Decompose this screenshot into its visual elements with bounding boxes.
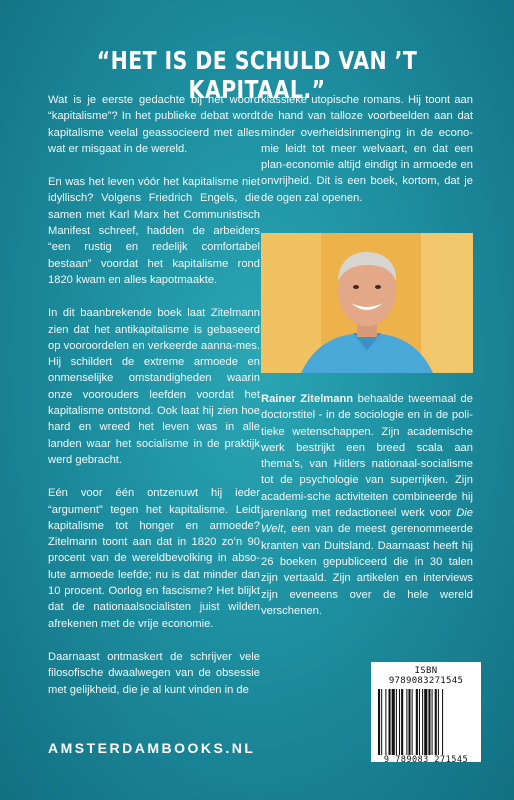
author-portrait-illustration [261,233,473,373]
author-name: Rainer Zitelmann [261,393,354,405]
author-photo [261,233,473,373]
barcode-bars [376,689,476,755]
blurb-paragraph: In dit baanbrekende boek laat Zitelmann zien dat het antikapitalisme is gebaseerd op vooroordelen en verkeerde aanna-mes. Hij schildert de extreme armoede en onmenselijke omstandigheden waarin onze voorouders leefden voordat het kapitalisme ontstond. Ook laat hij zien hoe hard en wreed het leven was in alle landen waar het socialisme in de praktijk werd gebracht. [48,307,260,466]
author-bio [261,391,473,619]
back-cover-headline: “HET IS DE SCHULD VAN ’T KAPITAAL.” [96,46,418,104]
bio-publication: Die Welt [261,507,473,536]
blurb-paragraph: Eén voor één ontzenuwt hij ieder “argument” tegen het kapitalisme. Leidt kapitalisme tot honger en armoede? Zitelmann toont aan dat in 1820 zo’n 90 procent van de wereldbevolking in abso-lute armoede leefde; nu is dat minder dan 10 procent. Oorlog en fascisme? Het blijkt dat de nationaalsocialisten juist wilden afrekenen met de vrije economie. [48,487,260,630]
bio-text: behaalde tweemaal de doctorstitel - in de sociologie en in de poli-tieke wetenschappen. Zijn academische werk bestrijkt een breed scala aan thema’s, van Hitlers nationaal-socialisme tot de psychologie van superrijken. Zijn academi-sche activiteiten combineerde hij jarenlang met redactioneel werk voor [261,393,473,520]
blurb-paragraph: klassieke utopische romans. Hij toont aan de hand van talloze voorbeelden aan dat minder overheidsinmenging in de econo-mie leidt tot meer welvaart, en dat een plan-economie altijd eindigt in armoede en onvrijheid. Dit is een boek, kortom, dat je de ogen zal openen. [261,94,473,204]
bio-text: , een van de meest gerenommeerde kranten van Duitsland. Daarnaast heeft hij 26 boeken gepubliceerd die in 30 talen zijn vertaald. Zijn artikelen en interviews zijn eveneens over de hele wereld verschenen. [261,523,473,617]
blurb-paragraph: Wat is je eerste gedachte bij het woord “kapitalisme”? In het publieke debat wordt kapitalisme veelal geassocieerd met alles wat er misgaat in de wereld. [48,94,260,155]
isbn-barcode [371,662,481,765]
isbn-digits: 9 789083 271545 [383,755,469,765]
isbn-label: ISBN 9789083271545 [388,666,464,686]
blurb-left-column [48,92,260,698]
blurb-paragraph: Daarnaast ontmaskert de schrijver vele filosofische dwaalwegen van de obsessie met gelijkheid, die je al kunt vinden in de [48,650,260,696]
publisher-url: AMSTERDAMBOOKS.NL [48,740,256,756]
blurb-paragraph: En was het leven vóór het kapitalisme niet idyllisch? Volgens Friedrich Engels, die samen met Karl Marx het Communistisch Manifest schreef, hadden de arbeiders “een rustig en redelijk comfortabel bestaan” voordat het kapitalisme rond 1820 kwam en alles kapotmaakte. [48,176,260,286]
blurb-right-column [261,92,473,206]
